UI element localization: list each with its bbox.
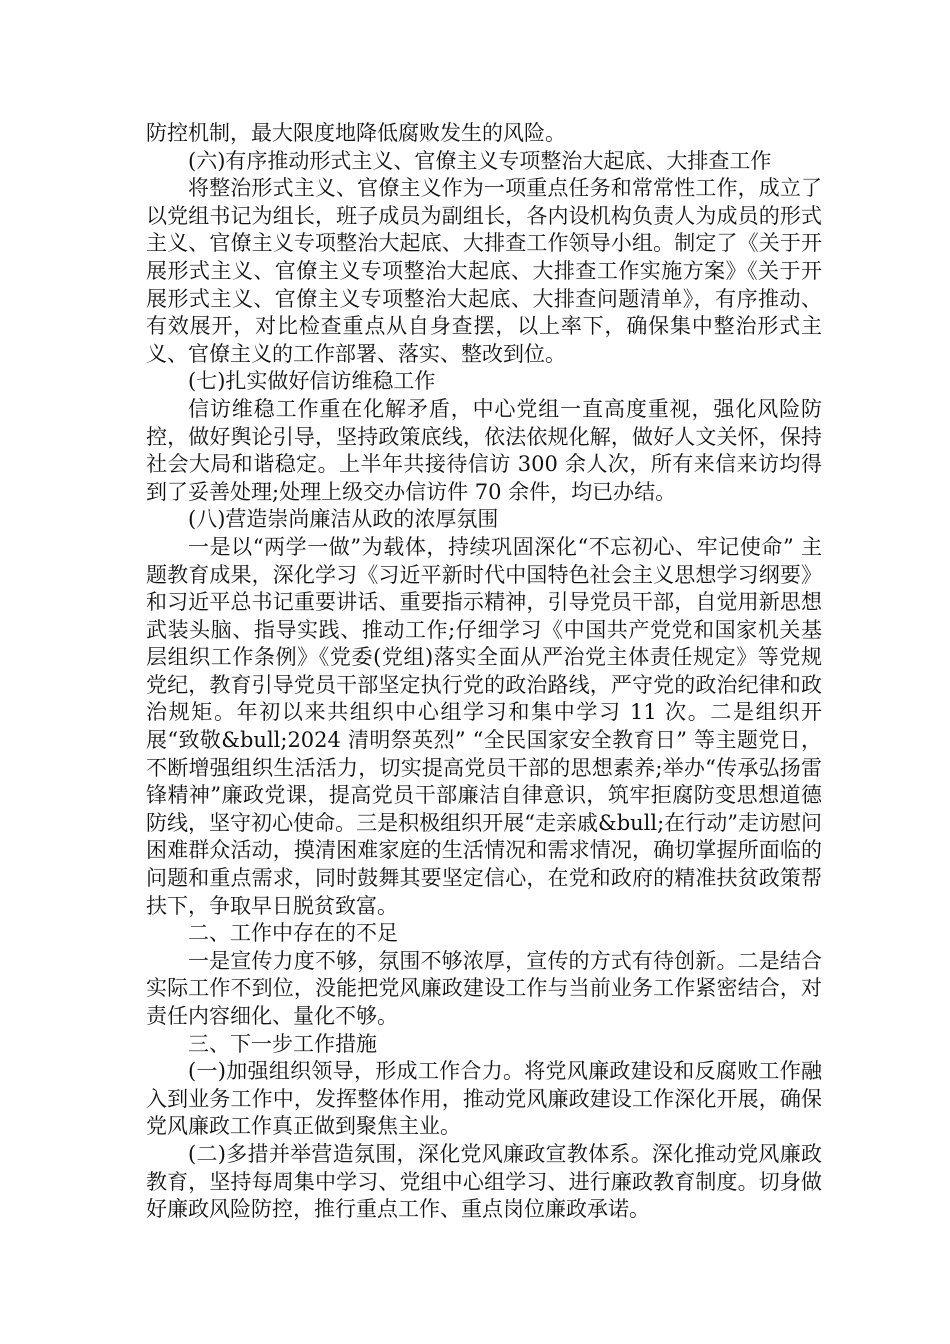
paragraph-next-step-1: (一)加强组织领导，形成工作合力。将党风廉政建设和反腐败工作融入到业务工作中，发挥整体作用，推动党风廉政建设工作深化开展，确保党风廉政工作真正做到聚焦主业。: [146, 1059, 822, 1139]
paragraph-section-6: 将整治形式主义、官僚主义作为一项重点任务和常常性工作，成立了以党组书记为组长，班子成员为副组长，各内设机构负责人为成员的形式主义、官僚主义专项整治大起底、大排查工作领导小组。制定了《关于开展形式主义、官僚主义专项整治大起底、大排查工作实施方案》《关于开展形式主义、官僚主义专项整治大起底、大排查问题清单》，有序推动、有效展开，对比检查重点从自身查摆，以上率下，确保集中整治形式主义、官僚主义的工作部署、落实、整改到位。: [146, 176, 822, 366]
section-heading-next-steps: 三、下一步工作措施: [188, 1031, 377, 1056]
paragraph-section-7: 信访维稳工作重在化解矛盾，中心党组一直高度重视，强化风险防控，做好舆论引导，坚持政策底线，依法依规化解，做好人文关怀，保持社会大局和谐稳定。上半年共接待信访 300 余人次，所有来信来访均得到了妥善处理;处理上级交办信访件 70 余件，均已办结。: [146, 396, 822, 504]
section-heading-7: (七)扎实做好信访维稳工作: [188, 369, 436, 394]
section-heading-shortcomings: 二、工作中存在的不足: [188, 921, 398, 946]
paragraph-shortcomings: 一是宣传力度不够，氛围不够浓厚，宣传的方式有待创新。二是结合实际工作不到位，没能把党风廉政建设工作与当前业务工作紧密结合，对责任内容细化、量化不够。: [146, 948, 822, 1028]
paragraph-intro-continuation: 防控机制，最大限度地降低腐败发生的风险。: [146, 121, 566, 145]
section-heading-8: (八)营造崇尚廉洁从政的浓厚氛围: [188, 507, 499, 532]
paragraph-next-step-2: (二)多措并举营造氛围，深化党风廉政宣教体系。深化推动党风廉政教育，坚持每周集中学习、党组中心组学习、进行廉政教育制度。切身做好廉政风险防控，推行重点工作、重点岗位廉政承诺。: [146, 1141, 822, 1222]
paragraph-section-8: 一是以“两学一做”为载体，持续巩固深化“不忘初心、牢记使命” 主题教育成果，深化学习《习近平新时代中国特色社会主义思想学习纲要》和习近平总书记重要讲话、重要指示精神，引导党员干部，自觉用新思想武装头脑、指导实践、推动工作;仔细学习《中国共产党党和国家机关基层组织工作条例》《党委(党组)落实全面从严治党主体责任规定》等党规党纪，教育引导党员干部坚定执行党的政治路线，严守党的政治纪律和政治规矩。年初以来共组织中心组学习和集中学习 11 次。二是组织开展“致敬&bull;2024 清明祭英烈” “全民国家安全教育日” 等主题党日，不断增强组织生活活力，切实提高党员干部的思想素养;举办“传承弘扬雷锋精神”廉政党课，提高党员干部廉洁自律意识，筑牢拒腐防变思想道德防线，坚守初心使命。三是积极组织开展“走亲戚&bull;在行动”走访慰问困难群众活动，摸清困难家庭的生活情况和需求情况，确切掌握所面临的问题和重点需求，同时鼓舞其要坚定信心，在党和政府的精准扶贫政策帮扶下，争取早日脱贫致富。: [146, 534, 822, 918]
section-heading-6: (六)有序推动形式主义、官僚主义专项整治大起底、大排查工作: [188, 148, 772, 173]
document-page: [146, 120, 822, 1224]
